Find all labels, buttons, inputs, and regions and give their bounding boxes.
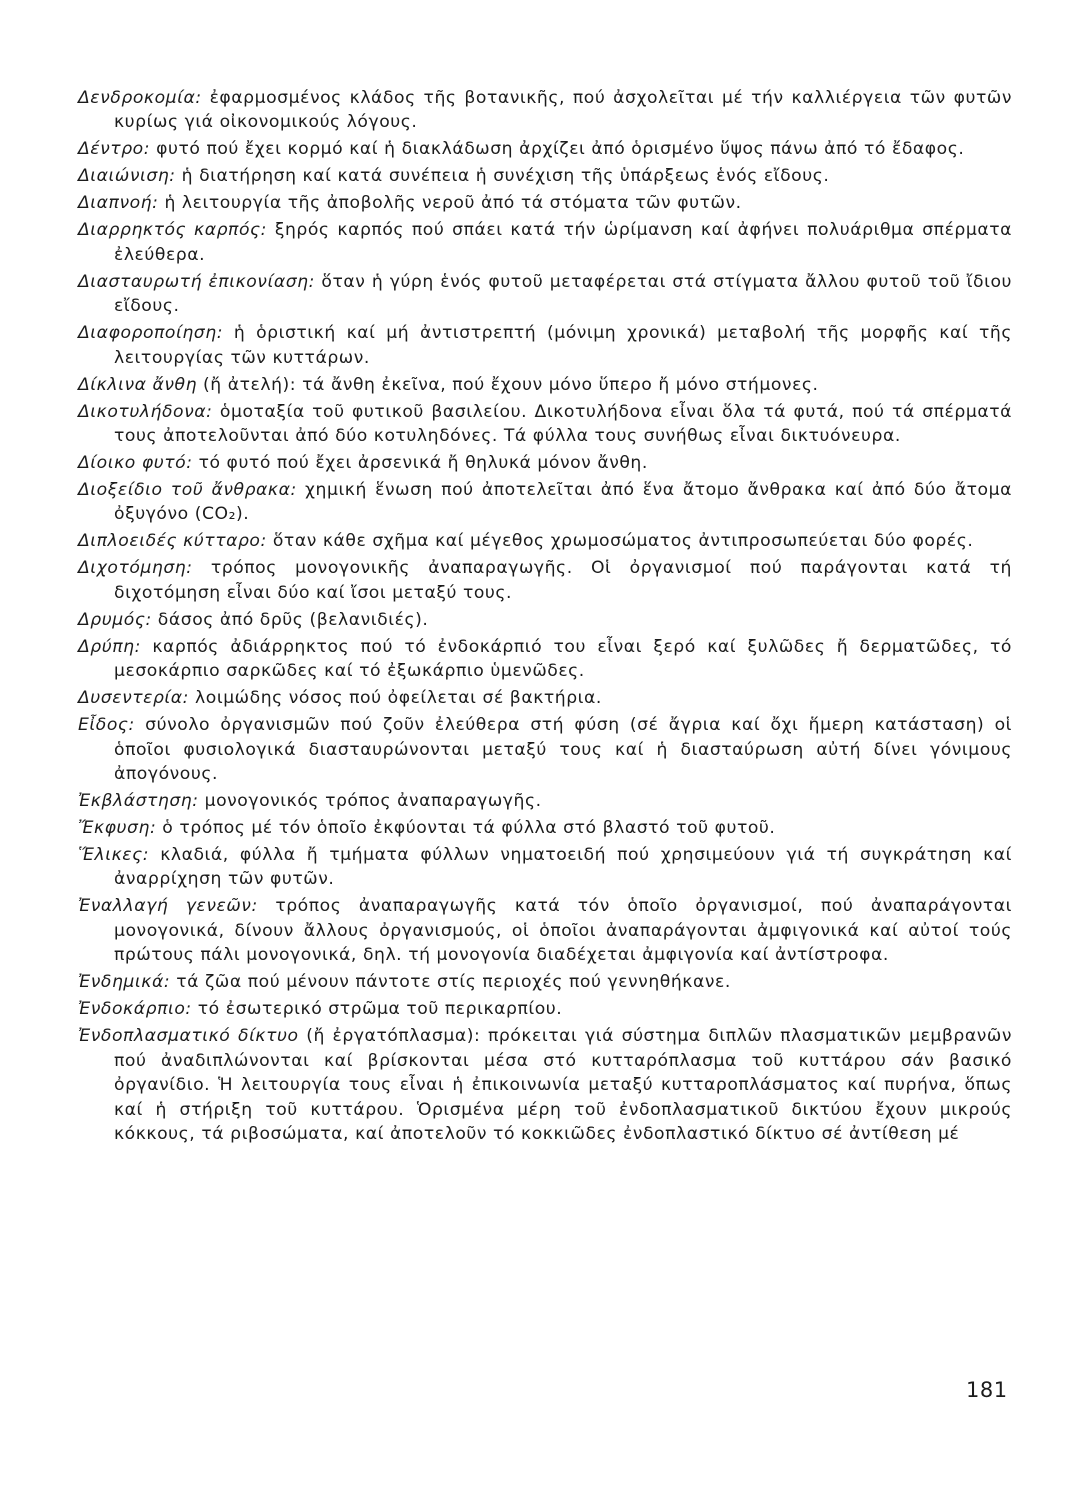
glossary-page	[78, 86, 1012, 1149]
glossary-term: Δίοικο φυτό:	[78, 453, 193, 474]
glossary-entry	[78, 451, 1012, 475]
glossary-term: Ἐναλλαγή γενεῶν:	[78, 896, 258, 917]
glossary-term: Διπλοειδές κύτταρο:	[78, 531, 267, 552]
glossary-term: Εἶδος:	[78, 715, 135, 736]
glossary-definition: (ἤ ἐργατόπλασμα): πρόκειται γιά σύστημα διπλῶν πλασματικῶν μεμβρανῶν πού ἀναδιπλώνονται καί βρίσκονται μέσα στό κυτταρόπλασμα τοῦ κυττάρου σάν βασικό ὀργανίδιο. Ἡ λειτουργία τους εἶναι ἡ ἐπικοινωνία μεταξύ κυτταροπλάσματος καί πυρήνα, ὅπως καί ἡ στήριξη τοῦ κυττάρου. Ὁρισμένα μέρη τοῦ ἐνδοπλασματικοῦ δικτύου ἔχουν μικρούς κόκκους, τά ριβοσώματα, καί ἀποτελοῦν τό κοκκιῶδες ἐνδοπλαστικό δίκτυο σέ ἀντίθεση μέ	[114, 1026, 1013, 1144]
glossary-definition: τό φυτό πού ἔχει ἀρσενικά ἤ θηλυκά μόνον ἄνθη.	[192, 453, 648, 474]
glossary-term: Ἐνδοκάρπιο:	[78, 999, 192, 1020]
glossary-entry	[78, 894, 1012, 967]
glossary-definition: ἐφαρμοσμένος κλάδος τῆς βοτανικῆς, πού ἀσχολεῖται μέ τήν καλλιέργεια τῶν φυτῶν κυρίως γιά οἰκονομικούς λόγους.	[114, 88, 1012, 133]
glossary-definition: ὅταν ἡ γύρη ἑνός φυτοῦ μεταφέρεται στά στίγματα ἄλλου φυτοῦ τοῦ ἴδιου εἴδους.	[114, 271, 1013, 317]
glossary-definition: ὁμοταξία τοῦ φυτικοῦ βασιλείου. Δικοτυλήδονα εἶναι ὅλα τά φυτά, πού τά σπέρματά τους ἀποτελοῦνται ἀπό δύο κοτυληδόνες. Τά φύλλα τους συνήθως εἶναι δικτυόνευρα.	[114, 401, 1012, 447]
glossary-term: Διαρρηκτός καρπός:	[78, 220, 267, 241]
glossary-entry	[78, 789, 1012, 813]
glossary-definition: τρόπος μονογονικῆς ἀναπαραγωγῆς. Οἱ ὀργανισμοί πού παράγονται κατά τή διχοτόμηση εἶναι δύο καί ἴσοι μεταξύ τους.	[114, 558, 1012, 603]
glossary-definition: ἡ λειτουργία τῆς ἀποβολῆς νεροῦ ἀπό τά στόματα τῶν φυτῶν.	[158, 193, 742, 214]
glossary-term: Ἐκβλάστηση:	[78, 791, 199, 812]
glossary-entry	[78, 400, 1012, 449]
glossary-definition: ξηρός καρπός πού σπάει κατά τήν ὡρίμανση καί ἀφήνει πολυάριθμα σπέρματα ἐλεύθερα.	[114, 220, 1013, 265]
glossary-entry	[78, 1024, 1012, 1146]
glossary-entry	[78, 608, 1012, 632]
glossary-entry	[78, 137, 1012, 161]
glossary-entry	[78, 191, 1012, 215]
glossary-entry	[78, 373, 1012, 397]
glossary-entry	[78, 970, 1012, 994]
glossary-definition: σύνολο ὀργανισμῶν πού ζοῦν ἐλεύθερα στή φύση (σέ ἄγρια καί ὄχι ἥμερη κατάσταση) οἱ ὁποῖοι φυσιολογικά διασταυρώνονται μεταξύ τους καί ἡ διασταύρωση αὐτή δίνει γόνιμους ἀπογόνους.	[114, 715, 1012, 785]
glossary-term: Ἕλικες:	[78, 845, 150, 866]
glossary-term: Διχοτόμηση:	[78, 558, 193, 579]
glossary-definition: ἡ ὁριστική καί μή ἀντιστρεπτή (μόνιμη χρονικά) μεταβολή τῆς μορφῆς καί τῆς λειτουργίας τῶν κυττάρων.	[114, 323, 1012, 368]
glossary-term: Δρύπη:	[78, 636, 141, 657]
glossary-term: Διαιώνιση:	[78, 166, 176, 187]
glossary-definition: δάσος ἀπό δρῦς (βελανιδιές).	[151, 609, 429, 630]
glossary-term: Δενδροκομία:	[78, 88, 202, 108]
glossary-entry	[78, 635, 1012, 684]
glossary-entry	[78, 478, 1012, 527]
glossary-entry	[78, 321, 1012, 370]
glossary-definition: τό ἐσωτερικό στρῶμα τοῦ περικαρπίου.	[191, 999, 563, 1020]
glossary-entry	[78, 713, 1012, 786]
glossary-term: Διαφοροποίηση:	[78, 323, 224, 344]
glossary-definition: φυτό πού ἔχει κορμό καί ἡ διακλάδωση ἀρχίζει ἀπό ὁρισμένο ὕψος πάνω ἀπό τό ἔδαφος.	[150, 139, 965, 160]
glossary-term: Ἐνδημικά:	[78, 972, 171, 993]
glossary-definition: ὁ τρόπος μέ τόν ὁποῖο ἐκφύονται τά φύλλα στό βλαστό τοῦ φυτοῦ.	[156, 818, 776, 839]
glossary-definition: μονογονικός τρόπος ἀναπαραγωγῆς.	[198, 791, 542, 812]
glossary-entry	[78, 164, 1012, 188]
glossary-entry	[78, 843, 1012, 892]
glossary-definition: τρόπος ἀναπαραγωγῆς κατά τόν ὁποῖο ὀργανισμοί, πού ἀναπαράγονται μονογονικά, δίνουν ἄλλους ὀργανισμούς, οἱ ὁποῖοι ἀναπαράγονται ἀμφιγονικά καί αὐτοί τούς πρώτους πάλι μονογονικά, δηλ. τή μονογονία διαδέχεται ἀμφιγονία καί ἀντίστροφα.	[114, 896, 1012, 966]
glossary-definition: κλαδιά, φύλλα ἤ τμήματα φύλλων νηματοειδή πού χρησιμεύουν γιά τή συγκράτηση καί ἀναρρίχηση τῶν φυτῶν.	[114, 845, 1012, 890]
glossary-term: Διασταυρωτή ἐπικονίαση:	[78, 271, 315, 292]
glossary-entry	[78, 529, 1012, 553]
glossary-entry	[78, 816, 1012, 840]
glossary-entry	[78, 86, 1012, 135]
glossary-term: Διαπνοή:	[78, 193, 159, 214]
glossary-term: Ἔκφυση:	[78, 818, 157, 839]
glossary-entry	[78, 218, 1012, 267]
glossary-definition: (ἤ ἀτελή): τά ἄνθη ἐκεῖνα, πού ἔχουν μόνο ὕπερο ἤ μόνο στήμονες.	[197, 374, 819, 395]
glossary-term: Ἐνδοπλασματικό δίκτυο	[78, 1026, 299, 1047]
glossary-definition: καρπός ἀδιάρρηκτος πού τό ἐνδοκάρπιό του εἶναι ξερό καί ξυλῶδες ἤ δερματῶδες, τό μεσοκάρπιο σαρκῶδες καί τό ἐξωκάρπιο ὑμενῶδες.	[114, 636, 1012, 682]
glossary-entry	[78, 997, 1012, 1021]
glossary-entry	[78, 556, 1012, 605]
glossary-definition: τά ζῶα πού μένουν πάντοτε στίς περιοχές πού γεννηθήκανε.	[170, 972, 731, 993]
glossary-definition: λοιμώδης νόσος πού ὀφείλεται σέ βακτήρια.	[189, 688, 602, 709]
glossary-entry	[78, 270, 1012, 319]
glossary-term: Δέντρο:	[78, 139, 151, 160]
glossary-term: Δυσεντερία:	[78, 688, 190, 709]
glossary-definition: χημική ἕνωση πού ἀποτελεῖται ἀπό ἕνα ἄτομο ἄνθρακα καί ἀπό δύο ἄτομα ὀξυγόνο (CO₂).	[114, 480, 1012, 525]
glossary-entry	[78, 686, 1012, 710]
glossary-term: Διοξείδιο τοῦ ἄνθρακα:	[78, 480, 297, 501]
glossary-definition: ὅταν κάθε σχῆμα καί μέγεθος χρωμοσώματος ἀντιπροσωπεύεται δύο φορές.	[266, 531, 974, 552]
glossary-term: Δρυμός:	[78, 609, 152, 630]
page-number: 181	[966, 1378, 1008, 1402]
glossary-definition: ἡ διατήρηση καί κατά συνέπεια ἡ συνέχιση τῆς ὑπάρξεως ἑνός εἴδους.	[175, 166, 830, 187]
glossary-term: Δίκλινα ἄνθη	[78, 374, 198, 395]
glossary-term: Δικοτυλήδονα:	[78, 401, 213, 422]
